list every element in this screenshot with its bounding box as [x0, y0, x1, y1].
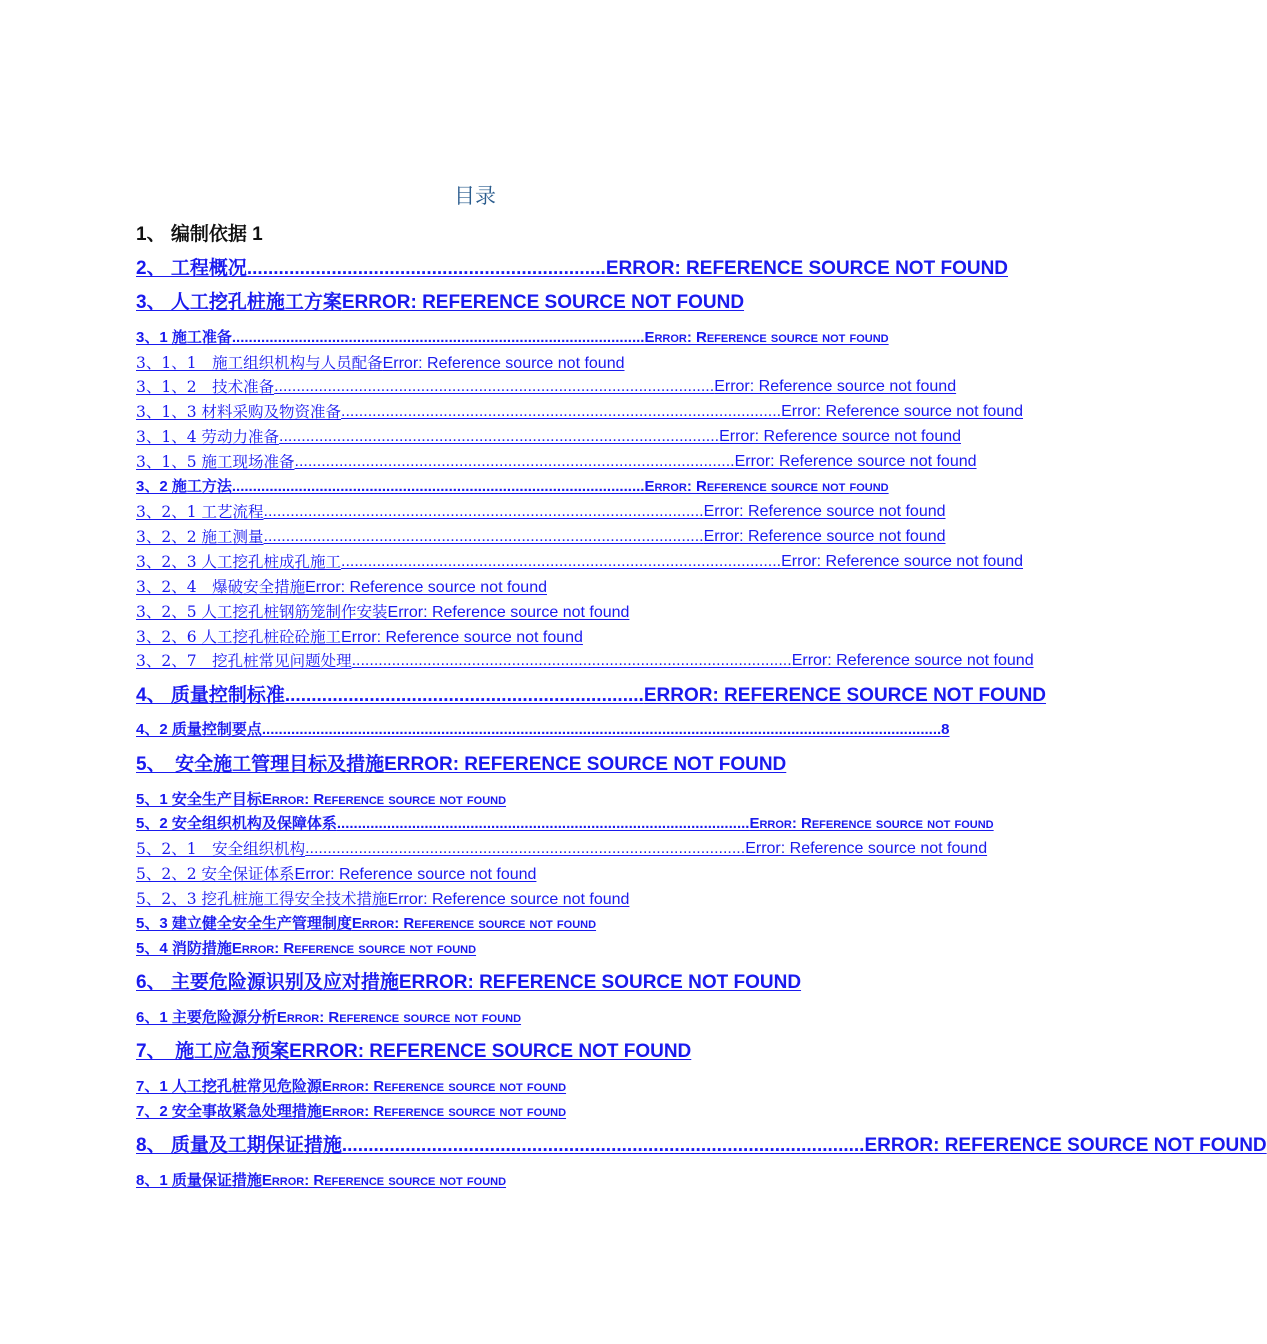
toc-leader-dots: ................................................................................................... [294, 453, 735, 470]
toc-entry[interactable] [136, 256, 1009, 282]
toc-entry-label: 3、2 施工方法 [136, 478, 232, 495]
toc-entry-label: 5、4 消防措施 [136, 940, 232, 957]
toc-entry[interactable] [136, 838, 988, 860]
toc-entry-ref: Error: Reference source not found [387, 604, 630, 621]
toc-entry-label: 3、2、2 施工测量 [136, 528, 264, 546]
toc-entry-ref: Error: Reference source not found [791, 652, 1034, 669]
toc-entry-ref: ERROR: REFERENCE SOURCE NOT FOUND [643, 685, 1047, 706]
toc-entry-label: 6、 主要危险源识别及应对措施 [136, 972, 399, 993]
toc-entry-label: 3、1 施工准备 [136, 329, 232, 346]
toc-leader-dots: ................................................................................................... [341, 403, 782, 420]
toc-entry-ref: Error: Reference source not found [351, 915, 597, 932]
toc-leader-dots: ................................................................................................... [341, 1135, 865, 1156]
toc-entry-ref: ERROR: REFERENCE SOURCE NOT FOUND [384, 754, 787, 775]
toc-entry-label: 7、2 安全事故紧急处理措施 [136, 1103, 322, 1120]
toc-entry[interactable] [136, 1007, 814, 1029]
toc-entry[interactable] [136, 601, 814, 624]
toc-entry-ref: Error: Reference source not found [644, 329, 889, 346]
toc-entry-label: 3、2、7 挖孔桩常见问题处理 [136, 652, 352, 670]
toc-entry-label: 2、 工程概况 [136, 258, 247, 279]
toc-entry-ref: ERROR: REFERENCE SOURCE NOT FOUND [605, 258, 1009, 279]
toc-entry[interactable] [136, 1170, 814, 1192]
toc-entry-ref: ERROR: REFERENCE SOURCE NOT FOUND [341, 292, 745, 313]
toc-leader-dots: ................................................................................................... [274, 378, 715, 395]
toc-entry-label: 3、1、5 施工现场准备 [136, 453, 295, 471]
toc-entry-label: 8、1 质量保证措施 [136, 1172, 262, 1189]
toc-entry-ref: Error: Reference source not found [781, 403, 1024, 420]
toc-entry[interactable] [136, 451, 977, 473]
toc-entry-ref: Error: Reference source not found [734, 453, 977, 470]
toc-entry-label: 5、 安全施工管理目标及措施 [136, 754, 385, 775]
toc-entry[interactable] [136, 476, 889, 498]
toc-entry-label: 5、1 安全生产目标 [136, 791, 262, 808]
toc-entry[interactable] [136, 352, 814, 375]
toc-leader-dots: ................................................................................................... [231, 329, 645, 346]
toc-entry[interactable] [136, 888, 814, 911]
toc-entry-label: 7、 施工应急预案 [136, 1041, 290, 1062]
toc-entry-ref: Error: Reference source not found [305, 579, 547, 596]
toc-entry[interactable] [136, 863, 814, 886]
toc-entry[interactable] [136, 290, 814, 316]
toc-entry-ref: Error: Reference source not found [749, 815, 994, 832]
toc-leader-dots: ................................................................................................... [263, 528, 704, 545]
toc-entry[interactable] [136, 938, 814, 960]
toc-leader-dots: .................................................................... [284, 685, 644, 706]
toc-entry[interactable] [136, 551, 1024, 573]
toc-entry-label: 3、1、2 技术准备 [136, 378, 275, 396]
toc-entry-ref: Error: Reference source not found [703, 503, 946, 520]
toc-entry-label: 3、2、6 人工挖孔桩砼砼施工 [136, 628, 342, 646]
toc-entry-ref: Error: Reference source not found [745, 840, 988, 857]
toc-entry[interactable] [136, 719, 950, 741]
toc-entry[interactable] [136, 650, 1034, 672]
toc-entry-label: 4、 质量控制标准 [136, 685, 285, 706]
toc-leader-dots: ................................................................................................................................................................... [261, 721, 942, 738]
toc-entry-ref: Error: Reference source not found [261, 791, 507, 808]
toc-entry-label: 3、2、3 人工挖孔桩成孔施工 [136, 553, 342, 571]
toc-leader-dots: ................................................................................................... [305, 840, 746, 857]
toc-leader-dots: ................................................................................................... [341, 553, 782, 570]
toc-entry-ref: Error: Reference source not found [719, 428, 962, 445]
toc-entry[interactable] [136, 1076, 814, 1098]
toc-entry-ref: Error: Reference source not found [644, 478, 889, 495]
toc-leader-dots: ................................................................................................... [263, 503, 704, 520]
page-title: 目录 [454, 184, 496, 208]
toc-entry-ref: Error: Reference source not found [703, 528, 946, 545]
toc-entry-ref: Error: Reference source not found [714, 378, 957, 395]
toc-entry-ref: Error: Reference source not found [294, 866, 537, 883]
toc-entry-ref: Error: Reference source not found [382, 355, 625, 372]
toc-entry-ref: Error: Reference source not found [261, 1172, 507, 1189]
toc-entry[interactable] [136, 626, 814, 649]
toc-leader-dots: .................................................................... [246, 258, 606, 279]
toc-entry[interactable] [136, 376, 957, 398]
toc-entry-label: 5、2、3 挖孔桩施工得安全技术措施 [136, 890, 388, 908]
toc-entry-ref: ERROR: REFERENCE SOURCE NOT FOUND [398, 972, 802, 993]
toc-entry-label: 1、 编制依据 1 [136, 224, 263, 245]
toc-entry[interactable] [136, 576, 814, 599]
toc-leader-dots: ................................................................................................... [336, 815, 750, 832]
toc-entry[interactable] [136, 1039, 814, 1065]
toc-entry[interactable] [136, 501, 946, 523]
toc-entry[interactable] [136, 789, 814, 811]
toc-entry[interactable] [136, 1133, 1267, 1159]
toc-entry-label: 3、1、4 劳动力准备 [136, 428, 280, 446]
toc-leader-dots: ................................................................................................... [231, 478, 645, 495]
toc-entry-ref: Error: Reference source not found [781, 553, 1024, 570]
toc-entry-label: 5、2、1 安全组织机构 [136, 840, 306, 858]
toc-entry-label: 5、2 安全组织机构及保障体系 [136, 815, 337, 832]
toc-entry-label: 3、1、1 施工组织机构与人员配备 [136, 354, 383, 372]
toc-entry[interactable] [136, 752, 814, 778]
toc-entry-label: 7、1 人工挖孔桩常见危险源 [136, 1078, 322, 1095]
toc-entry[interactable] [136, 1101, 814, 1123]
toc-entry-ref: Error: Reference source not found [321, 1078, 567, 1095]
toc-entry[interactable] [136, 683, 1047, 709]
toc-entry-label: 4、2 质量控制要点 [136, 721, 262, 738]
toc-entry[interactable] [136, 913, 814, 935]
toc-entry-label: 8、 质量及工期保证措施 [136, 1135, 342, 1156]
toc-entry-label: 3、2、4 爆破安全措施 [136, 578, 306, 596]
toc-entry-ref: Error: Reference source not found [387, 891, 630, 908]
toc-entry-label: 3、 人工挖孔桩施工方案 [136, 292, 342, 313]
toc-entry-ref: 8 [941, 721, 950, 738]
toc-leader-dots: ................................................................................................... [279, 428, 720, 445]
toc-entry[interactable] [136, 970, 814, 996]
toc-entry-ref: Error: Reference source not found [276, 1009, 522, 1026]
toc-entry-ref: Error: Reference source not found [341, 629, 583, 646]
toc-entry[interactable] [136, 327, 889, 349]
toc-entry[interactable] [136, 426, 962, 448]
toc-entry-label: 6、1 主要危险源分析 [136, 1009, 277, 1026]
toc-entry-ref: ERROR: REFERENCE SOURCE NOT FOUND [864, 1135, 1267, 1156]
toc-entry[interactable] [136, 222, 814, 248]
toc-entry-label: 5、2、2 安全保证体系 [136, 865, 295, 883]
toc-entry[interactable] [136, 813, 994, 835]
toc-entry-label: 5、3 建立健全安全生产管理制度 [136, 915, 352, 932]
toc-entry-ref: ERROR: REFERENCE SOURCE NOT FOUND [289, 1041, 692, 1062]
toc-leader-dots: ................................................................................................... [351, 652, 792, 669]
toc-entry-ref: Error: Reference source not found [321, 1103, 567, 1120]
toc-entry[interactable] [136, 526, 946, 548]
toc-entry-label: 3、2、1 工艺流程 [136, 503, 264, 521]
toc-entry-label: 3、1、3 材料采购及物资准备 [136, 403, 342, 421]
toc-entry-ref: Error: Reference source not found [231, 940, 477, 957]
toc-entry[interactable] [136, 401, 1024, 423]
toc-entry-label: 3、2、5 人工挖孔桩钢筋笼制作安装 [136, 603, 388, 621]
